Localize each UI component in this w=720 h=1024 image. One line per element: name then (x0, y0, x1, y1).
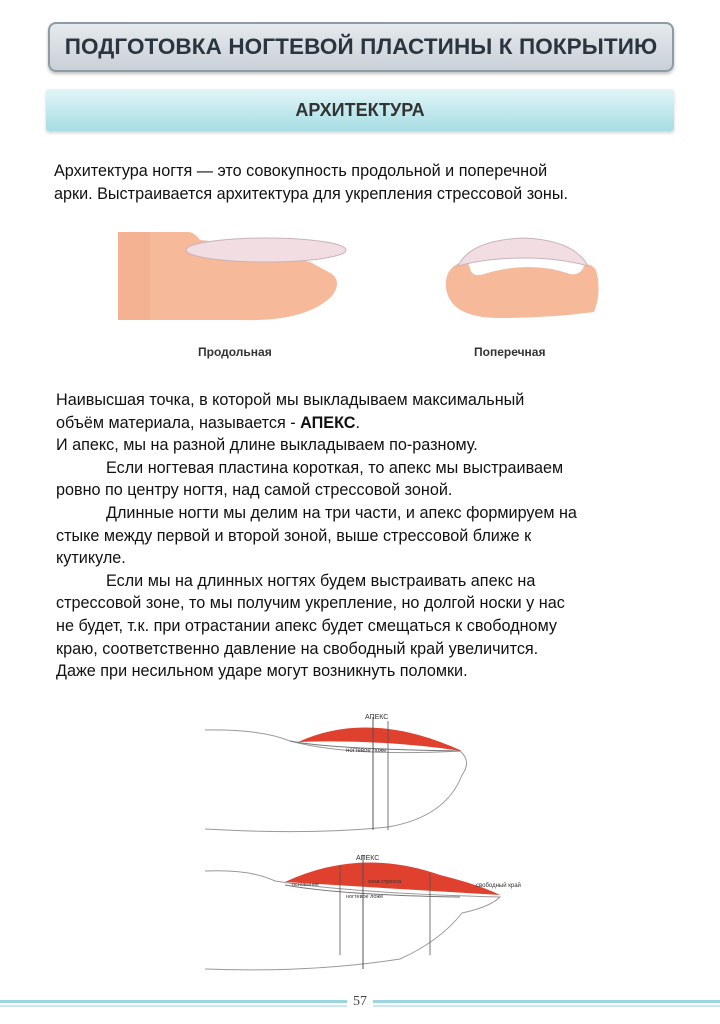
page-title: ПОДГОТОВКА НОГТЕВОЙ ПЛАСТИНЫ К ПОКРЫТИЮ (64, 34, 658, 59)
transverse-label: Поперечная (474, 345, 546, 359)
paragraph-line: кутикуле. (56, 549, 126, 568)
nail-arch-illustration (110, 222, 620, 342)
apex-label-top: АПЕКС (365, 714, 389, 721)
apex-term: АПЕКС (300, 413, 356, 432)
short-nail-diagram (205, 717, 467, 832)
nail-plate-side (186, 238, 346, 262)
paragraph-line: стыке между первой и второй зоной, выше стрессовой ближе к (56, 526, 532, 545)
paragraph-line: ровно по центру ногтя, над самой стрессовой зоной. (56, 481, 453, 500)
page-number-text: 57 (347, 994, 373, 1009)
longitudinal-label: Продольная (198, 345, 272, 359)
zone-stress-label: зона стресса (368, 879, 402, 885)
paragraph-line: Даже при несильном ударе могут возникнуть поломки. (56, 662, 468, 681)
text-span: объём материала, называется - (56, 413, 301, 432)
intro-line: Архитектура ногтя — это совокупность продольной и поперечной (54, 162, 548, 180)
paragraph-line: Наивысшая точка, в которой мы выкладываем максимальный (56, 391, 525, 409)
intro-line: арки. Выстраивается архитектура для укрепления стрессовой зоны. (54, 185, 569, 203)
body-text (56, 389, 676, 683)
zone-base-label: основание (292, 882, 319, 888)
paragraph-line: Если ногтевая пластина короткая, то апекс мы выстраиваем (106, 458, 564, 477)
paragraph-line: И апекс, мы на разной длине выкладываем по-разному. (56, 436, 478, 455)
paragraph-line: стрессовой зоне, то мы получим укрепление, но долгой носки у нас (56, 594, 565, 613)
nail-plate-cross (458, 238, 588, 266)
nail-bed-label-bottom: ногтевое ложе (346, 894, 384, 900)
text-span: . (355, 413, 360, 432)
finger-cross-section (446, 262, 599, 318)
page-title-box (48, 22, 674, 72)
paragraph-line: Если мы на длинных ногтях будем выстраивать апекс на (106, 571, 536, 590)
intro-paragraph (54, 160, 684, 206)
long-nail-diagram (205, 855, 500, 970)
page-number (0, 994, 720, 1010)
apex-label-bottom: АПЕКС (356, 855, 380, 862)
nail-bed-label-top: ногтевое ложе (346, 748, 387, 754)
section-header (46, 89, 674, 131)
paragraph-line: краю, соответственно давление на свободный край увеличится. (56, 639, 539, 658)
zone-free-edge-label: свободный край (476, 883, 521, 889)
paragraph-line: не будет, т.к. при отрастании апекс будет смещаться к свободному (56, 616, 557, 635)
section-title: АРХИТЕКТУРА (295, 99, 425, 120)
apex-diagram (200, 705, 530, 995)
paragraph-line (56, 412, 676, 435)
finger-side-shade (118, 232, 150, 320)
paragraph-line: Длинные ногти мы делим на три части, и апекс формируем на (106, 503, 577, 522)
